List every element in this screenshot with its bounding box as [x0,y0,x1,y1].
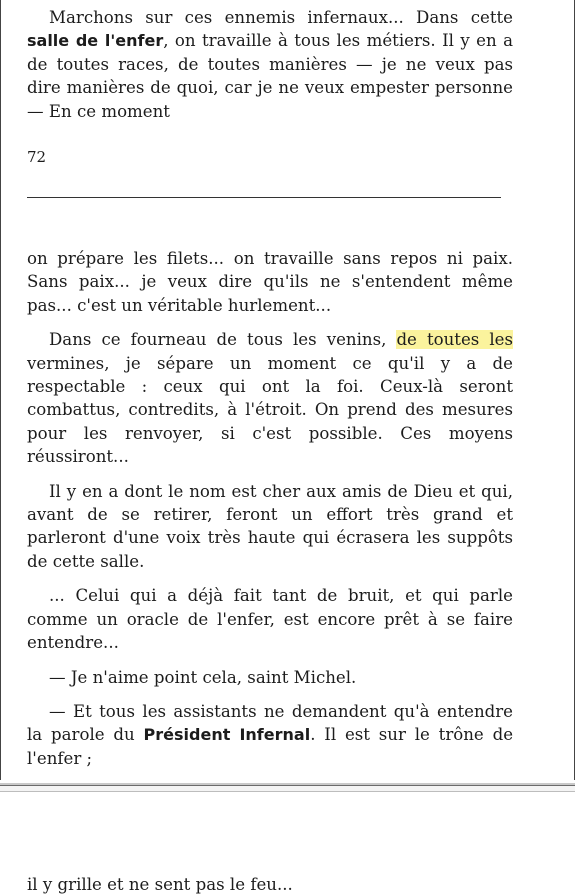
paragraph: ... Celui qui a déjà fait tant de bruit, et qui parle comme un oracle de l'enfer, est encore prêt à se faire entendre... [27,586,513,653]
paragraph-continued: on prépare les filets... on travaille sans repos ni paix. Sans paix... je veux dire qu'ils ne s'entendent même pas... c'est un véritable hurlement... [27,249,513,315]
paragraph: Il y en a dont le nom est cher aux amis de Dieu et qui, avant de se retirer, feront un effort très grand et parleront d'une voix très haute qui écrasera les suppôts de cette salle. [27,481,513,571]
paragraph [27,700,513,770]
main-text-block [27,247,513,770]
text-run: . Il est sur le trône de l'enfer ; [27,725,514,768]
dialogue-line: — Je n'aime point cela, saint Michel. [49,667,357,687]
text-run: vermines, je sépare un moment ce qu'il y a de respectable : ceux qui ont la foi. Ceux-là seront combattus, contredits, à l'étroit. On prend des mesures pour les renvoyer, si c'est possible. Ces moyens réussiront... [27,353,513,467]
text-run: Dans ce fourneau de tous les venins, [49,330,397,350]
paragraph [27,328,513,468]
text-run: , on travaille à tous les métiers. Il y en a de toutes races, de toutes manières — je ne veux pas dire manières de quoi, car je ne veux empester personne — En ce moment [27,31,513,121]
bold-term: salle de l'enfer [27,31,164,51]
text-run: Marchons sur ces ennemis infernaux... Dans cette [49,8,513,27]
top-text-block [27,6,513,123]
page-number: 72 [27,148,47,166]
paragraph: il y grille et ne sent pas le feu... [27,875,293,894]
highlighted-text[interactable]: de toutes les [396,330,514,350]
page-break [0,780,575,794]
footnote-divider [27,197,501,198]
text-run: — Et tous les assistants ne demandent qu'à entendre la parole du [27,701,513,745]
next-page-block [27,873,513,896]
bold-term: Président Infernal [143,725,311,745]
paragraph [27,6,513,123]
